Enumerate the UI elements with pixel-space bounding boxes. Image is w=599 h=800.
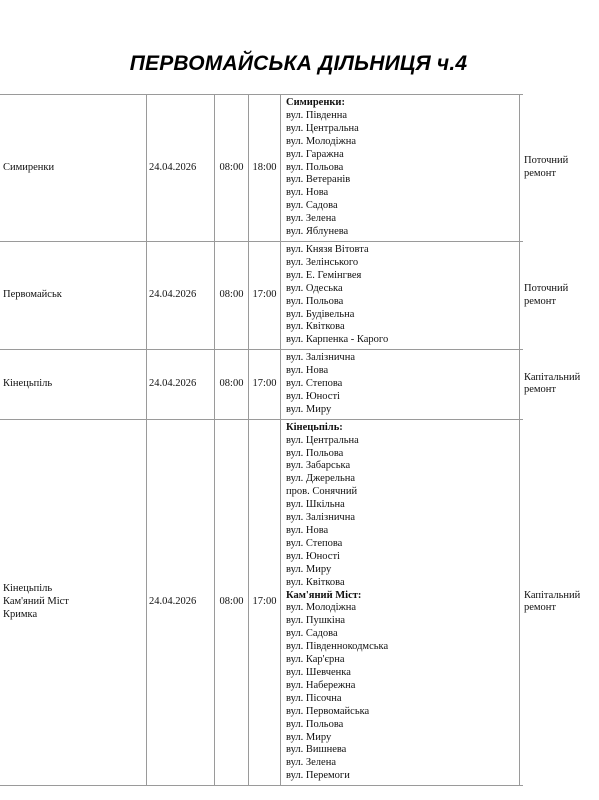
page-title: ПЕРВОМАЙСЬКА ДІЛЬНИЦЯ ч.4 [129,52,468,75]
street-item: вул. Нова [286,365,329,377]
settlement-name: Симиренки [3,161,55,173]
street-item: вул. Яблунева [286,226,349,238]
locality-heading: Симиренки: [286,97,345,108]
street-item: вул. Нова [286,525,329,536]
street-item: вул. Польова [286,161,344,173]
date-cell: 24.04.2026 [147,95,215,242]
street-item: вул. Миру [286,403,332,415]
streets-cell [281,241,520,349]
table-row [0,95,523,242]
settlement-cell [0,241,147,349]
street-item: пров. Сонячний [286,486,358,498]
table-row [0,241,523,349]
start-time-cell: 08:00 [215,350,249,420]
street-item: вул. Квіткова [286,321,345,333]
date-cell: 24.04.2026 [147,419,215,785]
street-item: вул. Зелінського [286,256,359,268]
street-item: вул. Центральна [286,434,359,446]
street-item: вул. Залізнична [286,352,355,364]
street-item: вул. Забарська [286,460,351,472]
street-item: вул. Миру [286,731,332,743]
street-item: вул. Юності [286,390,340,402]
settlement-cell [0,95,147,242]
street-item: вул. Південнокодмська [286,641,389,653]
street-item: вул. Степова [286,378,343,390]
table-row [0,419,523,785]
date-cell: 24.04.2026 [147,350,215,420]
street-item: вул. Нова [286,187,329,199]
street-item: вул. Зелена [286,757,336,769]
work-type: Поточний ремонт [524,155,569,179]
street-item: вул. Юності [286,550,340,562]
settlement-cell [0,350,147,420]
street-item: вул. Степова [286,537,343,549]
street-item: вул. Залізнична [286,512,355,524]
work-type: Капітальний ремонт [524,371,581,396]
street-item: вул. Польова [286,447,344,459]
table-row [0,350,523,420]
settlement-name: Кінецьпіль [3,583,53,595]
street-item: вул. Перемоги [286,770,350,782]
settlement-name: Кінецьпіль [3,378,53,390]
end-time-cell: 17:00 [249,350,281,420]
street-item: вул. Шкільна [286,499,345,511]
street-item: вул. Карпенка - Карого [286,334,389,346]
settlement-name: Кам'яний Міст [3,595,69,607]
end-time-cell: 17:00 [249,419,281,785]
end-time-cell: 17:00 [249,241,281,349]
street-item: вул. Вишнева [286,744,347,756]
street-item: вул. Польова [286,295,344,307]
settlement-name: Первомайськ [3,289,62,301]
street-item: вул. Гаражна [286,148,344,160]
street-item: вул. Набережна [286,679,356,691]
street-item: вул. Будівельна [286,308,355,320]
street-item: вул. Зелена [286,213,336,225]
street-item: вул. Південна [286,109,347,121]
street-item: вул. Миру [286,563,332,575]
street-item: вул. Квіткова [286,576,345,588]
street-item: вул. Шевченка [286,666,351,678]
street-item: вул. Центральна [286,122,359,134]
street-item: вул. Садова [286,200,338,212]
street-item: вул. Садова [286,628,338,640]
street-item: вул. Е. Гемінгвея [286,269,362,281]
work-type-cell [520,95,569,242]
date-cell: 24.04.2026 [147,241,215,349]
street-item: вул. Польова [286,718,344,730]
street-item: вул. Джерельна [286,473,356,485]
work-type-cell [520,419,581,785]
street-item: вул. Молодіжна [286,602,357,614]
streets-cell [281,419,520,785]
street-item: вул. Пушкіна [286,615,346,627]
locality-heading: Кам'яний Міст: [286,589,362,601]
work-type-cell [520,241,569,349]
settlement-name: Кримка [3,608,38,620]
street-item: вул. Молодіжна [286,135,357,147]
streets-cell [281,350,520,420]
start-time-cell: 08:00 [215,419,249,785]
streets-cell [281,95,520,242]
street-item: вул. Первомайська [286,705,370,717]
work-type-cell [520,350,581,420]
street-item: вул. Кар'єрна [286,654,345,666]
end-time-cell: 18:00 [249,95,281,242]
outage-schedule-table [0,94,581,786]
locality-heading: Кінецьпіль: [286,421,343,433]
settlement-cell [0,419,147,785]
work-type: Поточний ремонт [524,282,569,307]
street-item: вул. Князя Вітовта [286,243,369,255]
street-item: вул. Ветеранів [286,174,351,186]
street-item: вул. Одеська [286,282,343,294]
start-time-cell: 08:00 [215,241,249,349]
start-time-cell: 08:00 [215,95,249,242]
work-type: Капітальний ремонт [524,589,581,614]
street-item: вул. Пісочна [286,692,342,704]
